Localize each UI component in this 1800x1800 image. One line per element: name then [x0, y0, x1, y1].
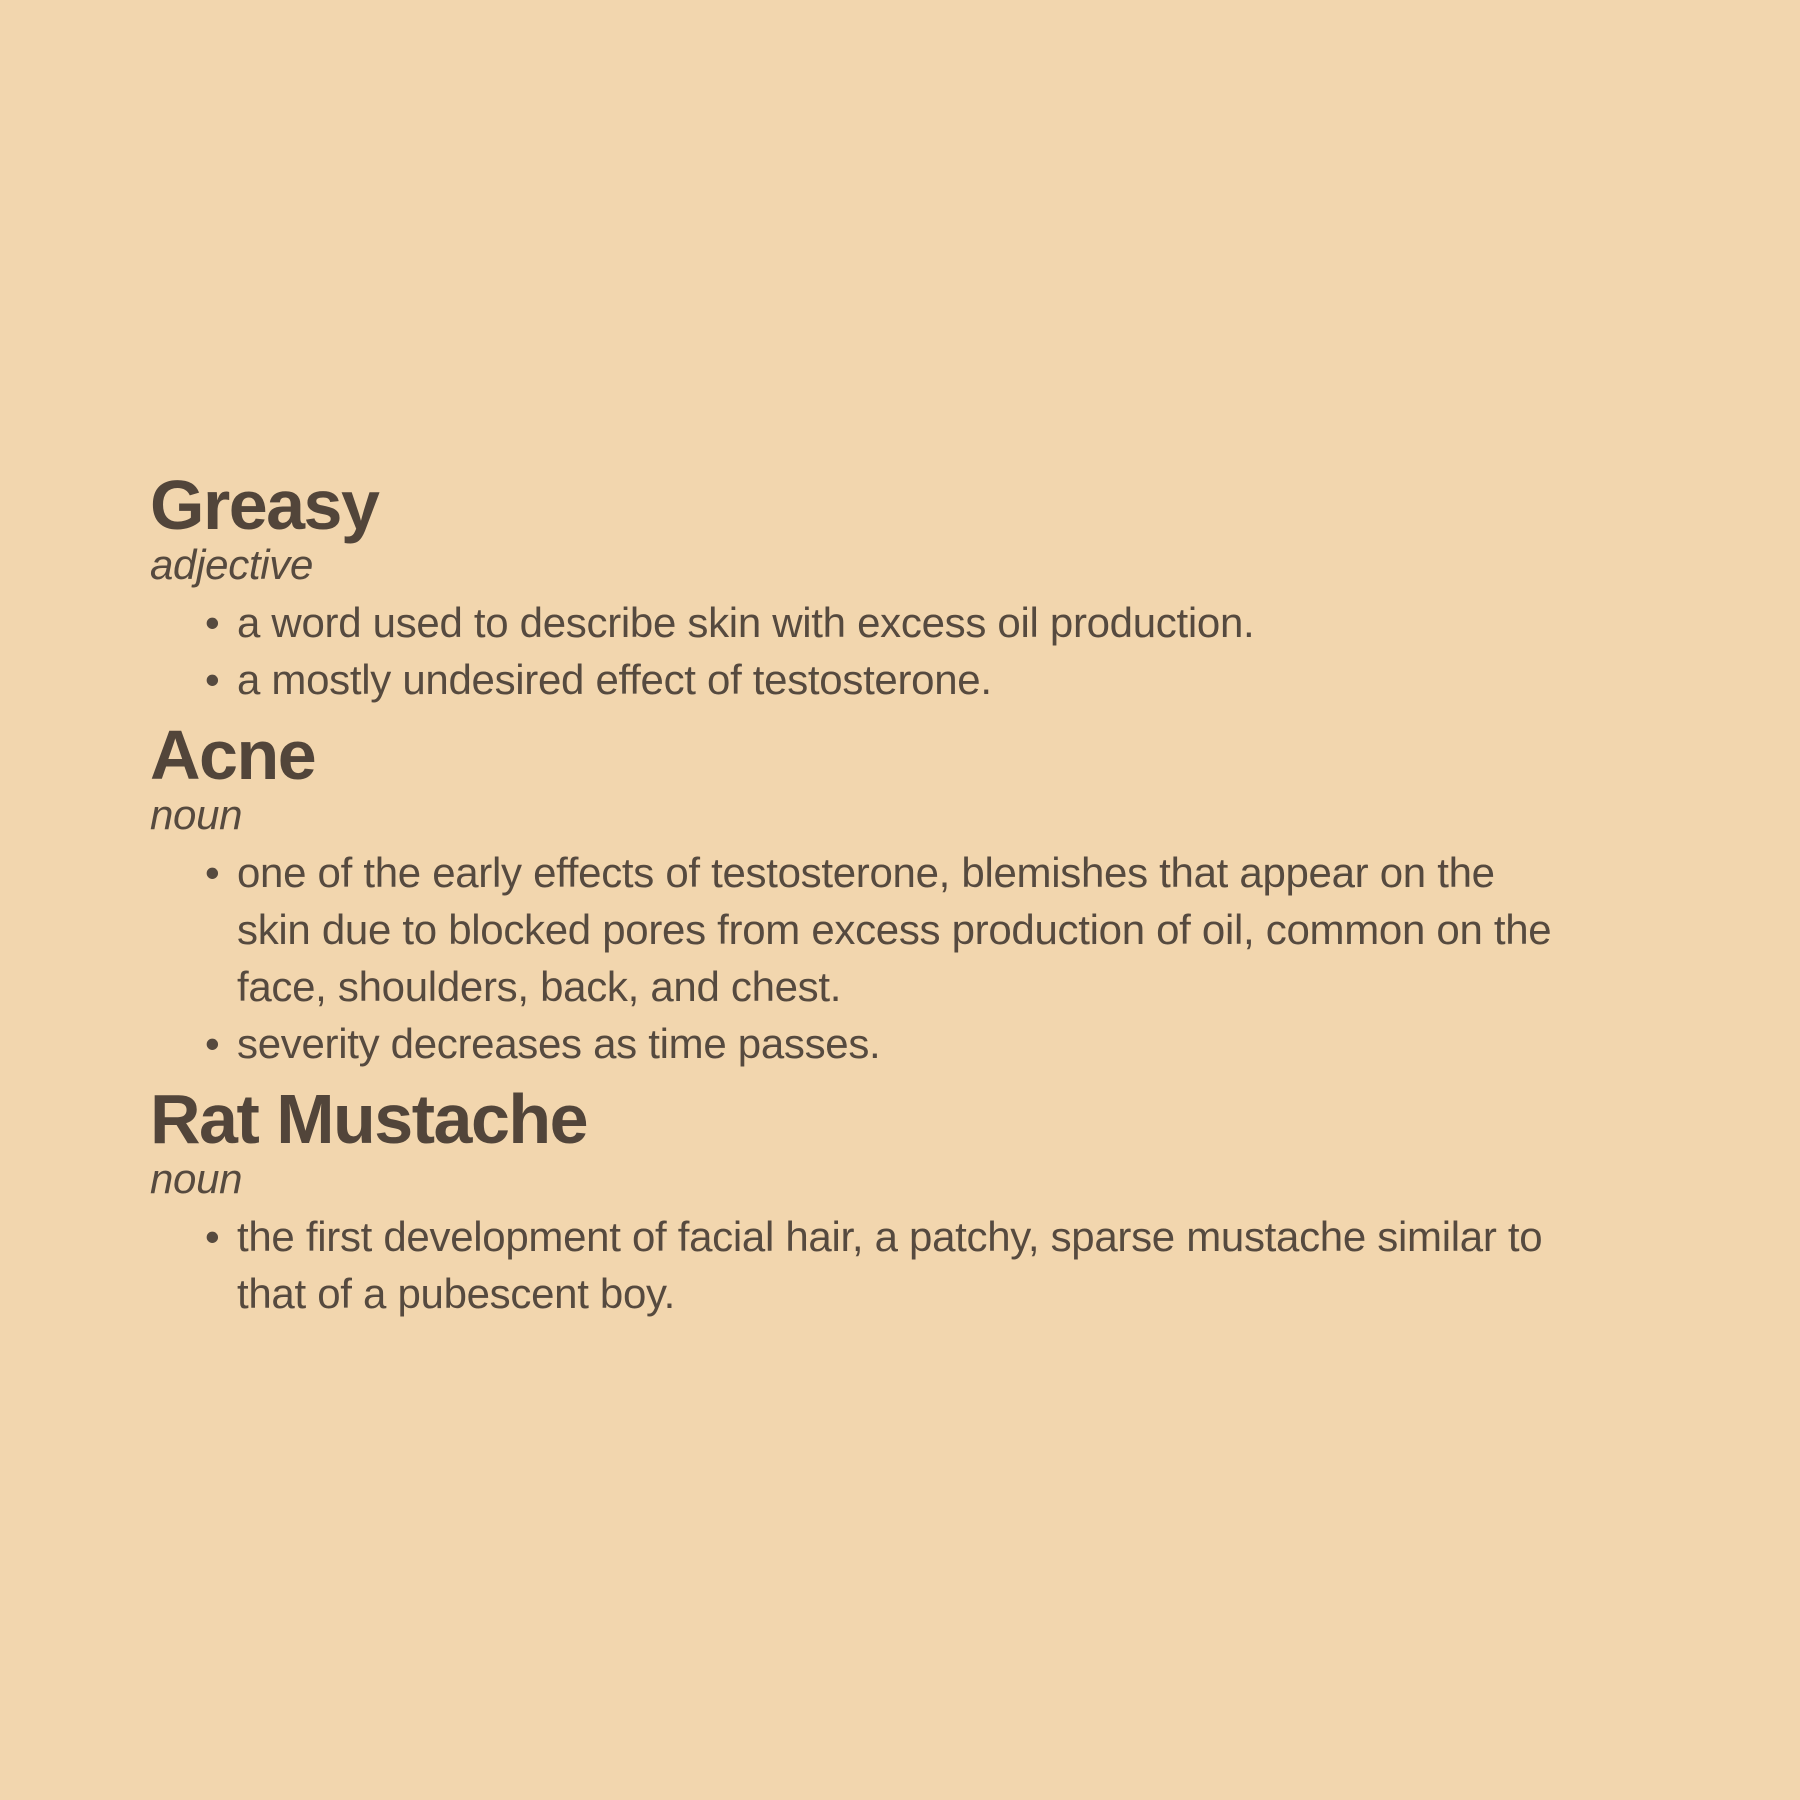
definition-line: a mostly undesired effect of testosterone. [237, 656, 992, 703]
definition-line: a word used to describe skin with excess oil production. [237, 599, 1255, 646]
definition-line: the first development of facial hair, a patchy, sparse mustache similar to [237, 1213, 1543, 1260]
definition-item [150, 1015, 1770, 1072]
part-of-speech-label: noun [150, 791, 243, 838]
definition-item [150, 844, 1770, 1015]
definition-text [237, 1015, 1770, 1072]
bullet-marker: • [205, 1020, 220, 1067]
definition-text [237, 594, 1770, 651]
definition-item [150, 594, 1770, 651]
definitions [150, 844, 1770, 1072]
definition-line: one of the early effects of testosterone, blemishes that appear on the [237, 849, 1495, 896]
bullet-marker: • [205, 1213, 220, 1260]
definition-line: skin due to blocked pores from excess production of oil, common on the [237, 906, 1552, 953]
definition-text [237, 1208, 1770, 1322]
definitions [150, 1208, 1770, 1322]
term-heading: Acne [150, 716, 316, 794]
entry-acne [150, 716, 1770, 1072]
entry-rat-mustache [150, 1080, 1770, 1322]
entry-greasy [150, 466, 1770, 708]
bullet-marker: • [205, 599, 220, 646]
term-heading: Greasy [150, 466, 379, 544]
definition-list [150, 458, 1770, 1322]
part-of-speech-label: adjective [150, 541, 314, 588]
definition-line: face, shoulders, back, and chest. [237, 963, 842, 1010]
definition-line: severity decreases as time passes. [237, 1020, 881, 1067]
definition-text [237, 844, 1770, 1015]
definition-line: that of a pubescent boy. [237, 1270, 676, 1317]
definitions [150, 594, 1770, 708]
definition-item [150, 1208, 1770, 1322]
bullet-marker: • [205, 849, 220, 896]
term-heading: Rat Mustache [150, 1080, 588, 1158]
part-of-speech-label: noun [150, 1155, 243, 1202]
bullet-marker: • [205, 656, 220, 703]
definition-item [150, 651, 1770, 708]
definition-text [237, 651, 1770, 708]
